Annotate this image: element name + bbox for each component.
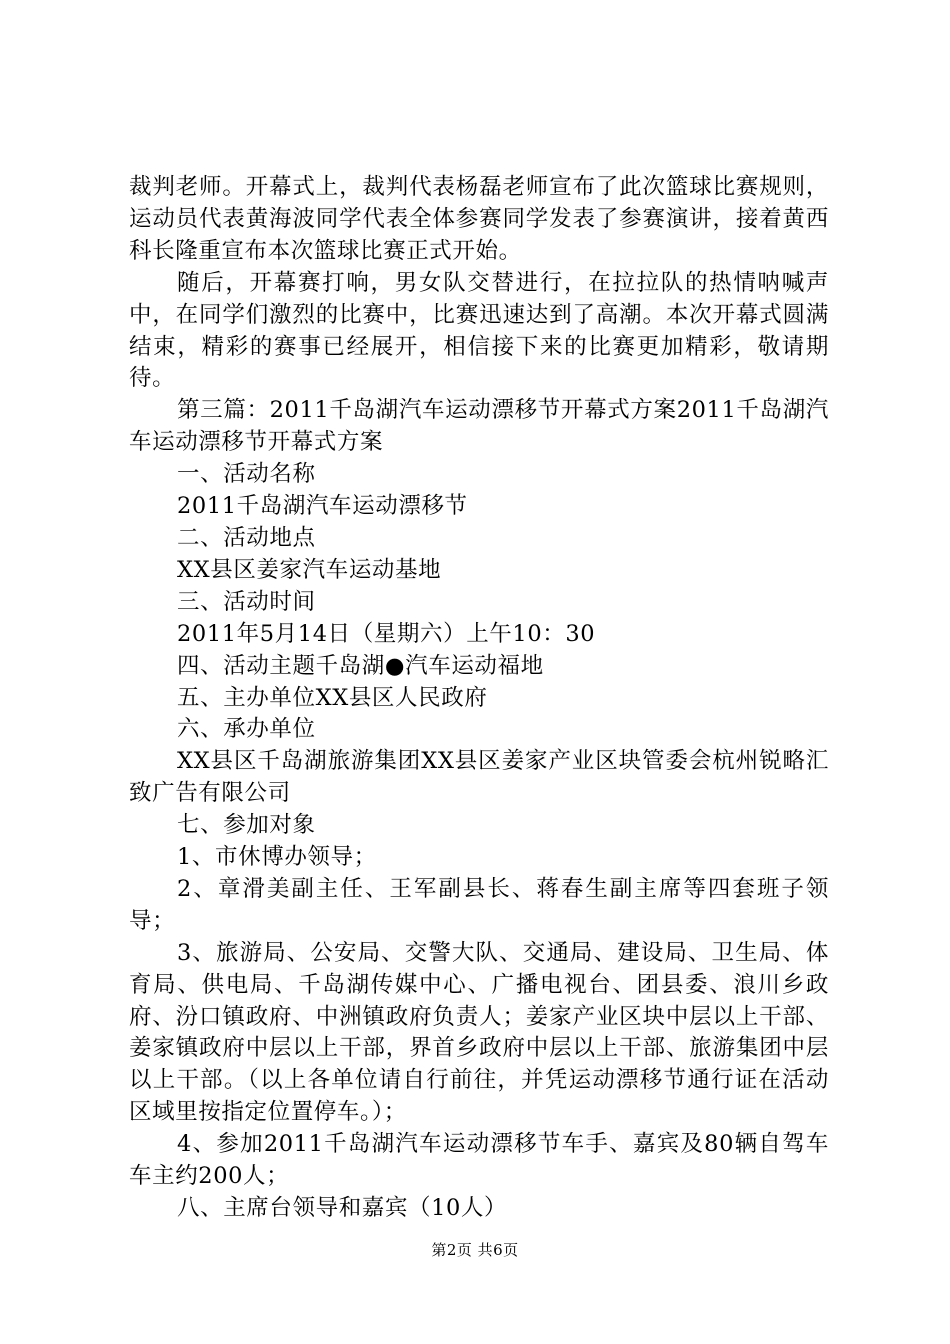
- page-footer: 第2页 共6页: [431, 1241, 519, 1259]
- undertaker-value: XX县区千岛湖旅游集团XX县区姜家产业区块管委会杭州锐略汇致广告有限公司: [129, 748, 829, 807]
- activity-location-value: XX县区姜家汽车运动基地: [177, 556, 442, 583]
- heading-participants: 七、参加对象: [177, 812, 316, 839]
- activity-name-value: 2011千岛湖汽车运动漂移节: [177, 493, 468, 520]
- participant-item-1: 1、市休博办领导；: [177, 844, 377, 871]
- document-body: [129, 172, 829, 1225]
- section-heading-chapter-3: 第三篇：2011千岛湖汽车运动漂移节开幕式方案2011千岛湖汽车运动漂移节开幕式方案: [129, 397, 829, 456]
- heading-rostrum-guests: 八、主席台领导和嘉宾（10人）: [177, 1195, 508, 1221]
- participant-item-2: 2、章滑美副主任、王军副县长、蒋春生副主席等四套班子领导；: [129, 875, 829, 934]
- participant-item-4: 4、参加2011千岛湖汽车运动漂移节车手、嘉宾及80辆自驾车车主约200人；: [129, 1131, 829, 1190]
- paragraph-1: 裁判老师。开幕式上，裁判代表杨磊老师宣布了此次篮球比赛规则，运动员代表黄海波同学代表全体参赛同学发表了参赛演讲，接着黄西科长隆重宣布本次篮球比赛正式开始。: [129, 174, 829, 264]
- heading-activity-location: 二、活动地点: [177, 524, 316, 551]
- heading-undertaker: 六、承办单位: [177, 716, 316, 743]
- activity-time-value: 2011年5月14日（星期六）上午10：30: [177, 620, 596, 647]
- participant-item-3: 3、旅游局、公安局、交警大队、交通局、建设局、卫生局、体育局、供电局、千岛湖传媒中心、广播电视台、团县委、浪川乡政府、汾口镇政府、中洲镇政府负责人；姜家产业区块中层以上干部、姜家镇政府中层以上干部，界首乡政府中层以上干部、旅游集团中层以上干部。（以上各单位请自行前往，并凭运动漂移节通行证在活动区域里按指定位置停车。）；: [129, 939, 829, 1126]
- heading-activity-name: 一、活动名称: [177, 461, 316, 488]
- heading-organizer: 五、主办单位XX县区人民政府: [177, 684, 488, 711]
- heading-activity-theme: 四、活动主题千岛湖●汽车运动福地: [177, 652, 544, 679]
- paragraph-2: 随后，开幕赛打响，男女队交替进行，在拉拉队的热情呐喊声中，在同学们激烈的比赛中，比赛迅速达到了高潮。本次开幕式圆满结束，精彩的赛事已经展开，相信接下来的比赛更加精彩，敬请期待。: [129, 269, 829, 392]
- heading-activity-time: 三、活动时间: [177, 588, 316, 615]
